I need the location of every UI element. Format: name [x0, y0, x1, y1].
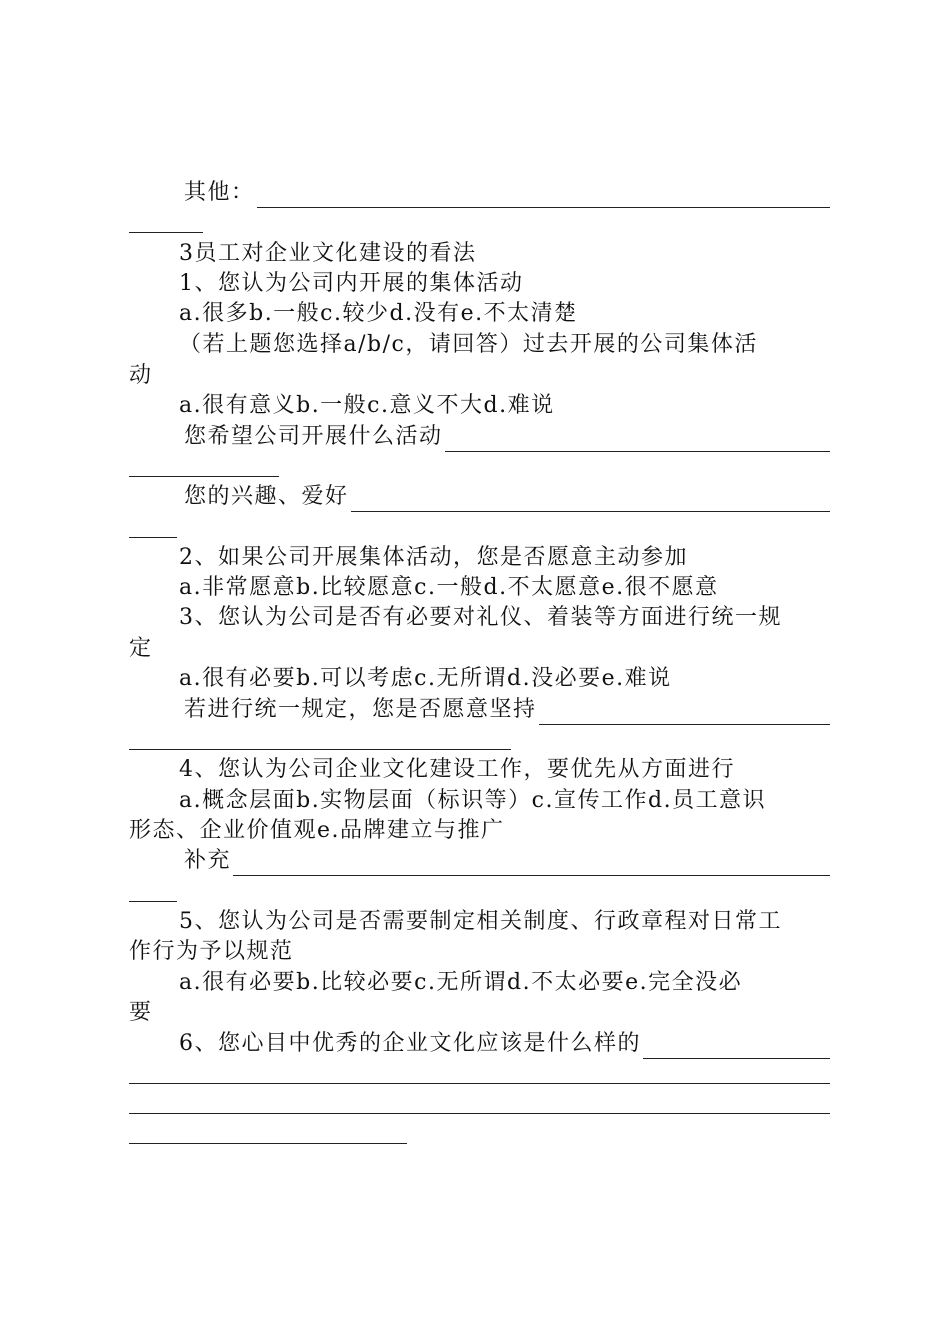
question-1: 1、您认为公司内开展的集体活动 [179, 271, 524, 296]
wish-activity-line [184, 422, 830, 452]
question-5: 5、您认为公司是否需要制定相关制度、行政章程对日常工 [179, 909, 782, 934]
question-4: 4、您认为公司企业文化建设工作，要优先从方面进行 [179, 757, 735, 782]
question-3-cont: 定 [129, 636, 153, 661]
hobby-label: 您的兴趣、爱好 [184, 484, 349, 509]
question-6-blank[interactable] [643, 1036, 830, 1059]
section-3-heading: 3员工对企业文化建设的看法 [179, 241, 477, 266]
supplement-blank-cont[interactable] [129, 901, 177, 902]
question-1-follow-up-cont: 动 [129, 363, 153, 388]
question-6-blank-line-4[interactable] [129, 1143, 407, 1144]
question-1-options: a.很多b.一般c.较少d.没有e.不太清楚 [179, 301, 578, 326]
question-6-blank-line-3[interactable] [129, 1113, 830, 1114]
question-6-label: 6、您心目中优秀的企业文化应该是什么样的 [179, 1031, 641, 1056]
supplement-blank[interactable] [233, 853, 830, 876]
persist-blank[interactable] [539, 702, 830, 725]
question-4-options-cont: 形态、企业价值观e.品牌建立与推广 [129, 818, 505, 843]
question-4-options: a.概念层面b.实物层面（标识等）c.宣传工作d.员工意识 [179, 788, 767, 813]
question-3: 3、您认为公司是否有必要对礼仪、着装等方面进行统一规 [179, 605, 782, 630]
question-1-follow-up-options: a.很有意义b.一般c.意义不大d.难说 [179, 393, 555, 418]
persist-blank-cont[interactable] [129, 749, 511, 750]
question-3-options: a.很有必要b.可以考虑c.无所谓d.没必要e.难说 [179, 666, 672, 691]
question-6-line [179, 1029, 830, 1059]
question-2-options: a.非常愿意b.比较愿意c.一般d.不太愿意e.很不愿意 [179, 575, 719, 600]
other-blank-cont[interactable] [129, 232, 203, 233]
wish-activity-blank-cont[interactable] [129, 476, 279, 477]
other-line [184, 178, 830, 208]
other-label: 其他： [184, 180, 255, 205]
question-5-cont: 作行为予以规范 [129, 939, 294, 964]
question-2: 2、如果公司开展集体活动，您是否愿意主动参加 [179, 545, 688, 570]
wish-activity-label: 您希望公司开展什么活动 [184, 424, 443, 449]
wish-activity-blank[interactable] [445, 429, 830, 452]
persist-line [184, 695, 830, 725]
supplement-label: 补充 [184, 848, 232, 873]
hobby-blank-cont[interactable] [129, 537, 177, 538]
question-5-options: a.很有必要b.比较必要c.无所谓d.不太必要e.完全没必 [179, 970, 743, 995]
question-5-options-cont: 要 [129, 1000, 153, 1025]
hobby-line [184, 482, 830, 512]
persist-label: 若进行统一规定，您是否愿意坚持 [184, 697, 537, 722]
hobby-blank[interactable] [351, 489, 830, 512]
question-1-follow-up: （若上题您选择a/b/c，请回答）过去开展的公司集体活 [179, 332, 758, 357]
question-6-blank-line-2[interactable] [129, 1083, 830, 1084]
other-blank[interactable] [257, 185, 830, 208]
supplement-line [184, 846, 830, 876]
